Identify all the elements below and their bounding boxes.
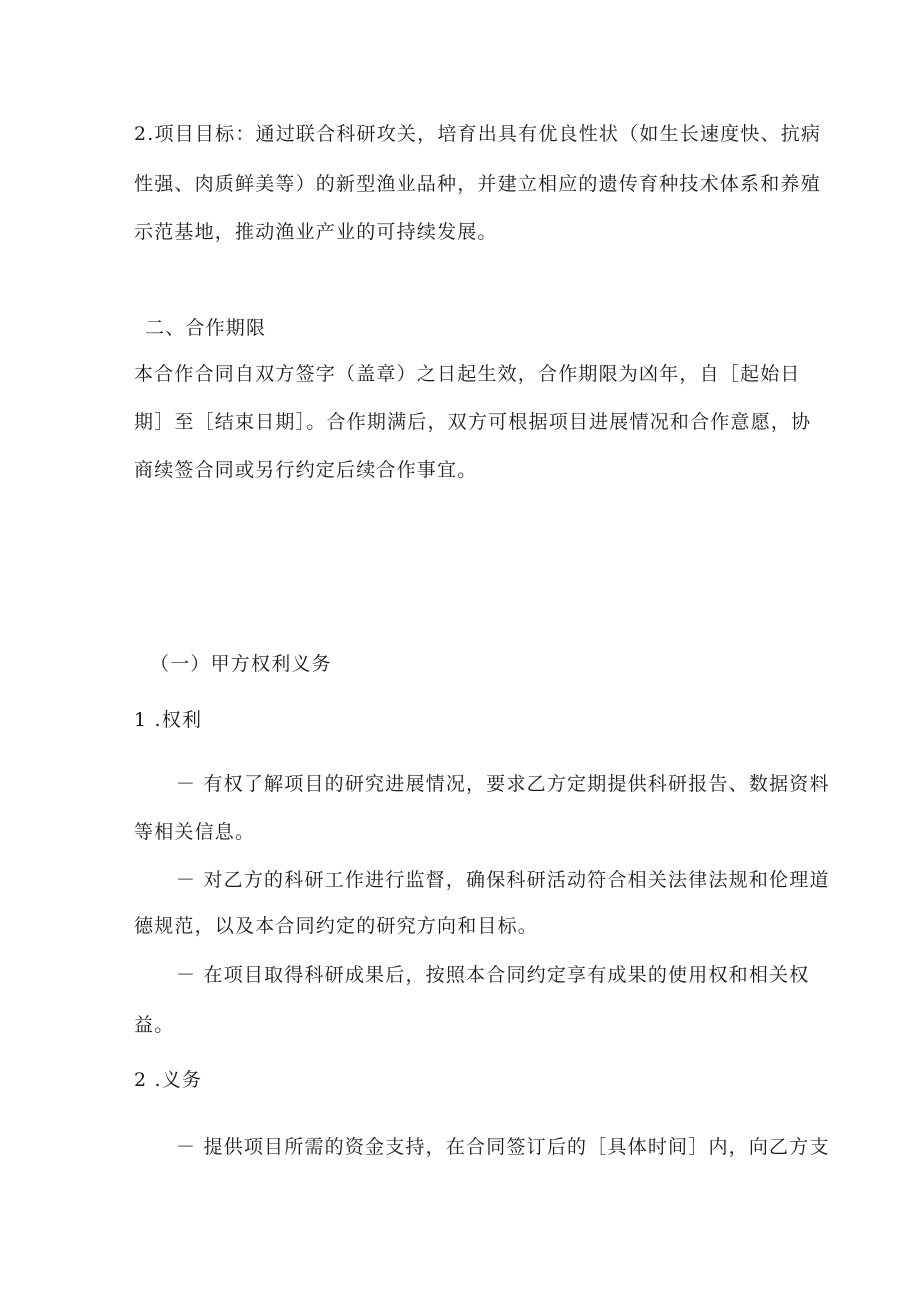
project-goal-line-1: 2.项目目标：通过联合科研攻关，培育出具有优良性状（如生长速度快、抗病: [134, 123, 822, 145]
right-item-1-line-1: － 有权了解项目的研究进展情况，要求乙方定期提供科研报告、数据资料: [176, 773, 830, 795]
right-item-3-line-1: － 在项目取得科研成果后，按照本合同约定享有成果的使用权和相关权: [176, 964, 810, 986]
right-item-3-line-2: 益。: [134, 1014, 175, 1036]
term-paragraph-line-3: 商续签合同或另行约定后续合作事宜。: [134, 459, 478, 481]
duty-item-1-line-1: － 提供项目所需的资金支持，在合同签订后的［具体时间］内，向乙方支: [176, 1136, 830, 1158]
subheading-rights: 1 .权利: [134, 709, 203, 731]
project-goal-line-2: 性强、肉质鲜美等）的新型渔业品种，并建立相应的遗传育种技术体系和养殖: [134, 173, 821, 195]
right-item-1-line-2: 等相关信息。: [134, 821, 256, 843]
right-item-2-line-1: － 对乙方的科研工作进行监督，确保科研活动符合相关法律法规和伦理道: [176, 869, 830, 891]
term-paragraph-line-1: 本合作合同自双方签字（盖章）之日起生效，合作期限为凶年，自［起始日: [134, 363, 801, 385]
term-paragraph-line-2: 期］至［结束日期］。合作期满后，双方可根据项目进展情况和合作意愿，协: [134, 411, 812, 433]
project-goal-line-3: 示范基地，推动渔业产业的可持续发展。: [134, 221, 498, 243]
section-heading-party-a: （一）甲方权利义务: [150, 653, 332, 675]
subheading-duties: 2 .义务: [134, 1069, 203, 1091]
section-heading-term: 二、合作期限: [145, 317, 267, 339]
right-item-2-line-2: 德规范，以及本合同约定的研究方向和目标。: [134, 915, 539, 937]
